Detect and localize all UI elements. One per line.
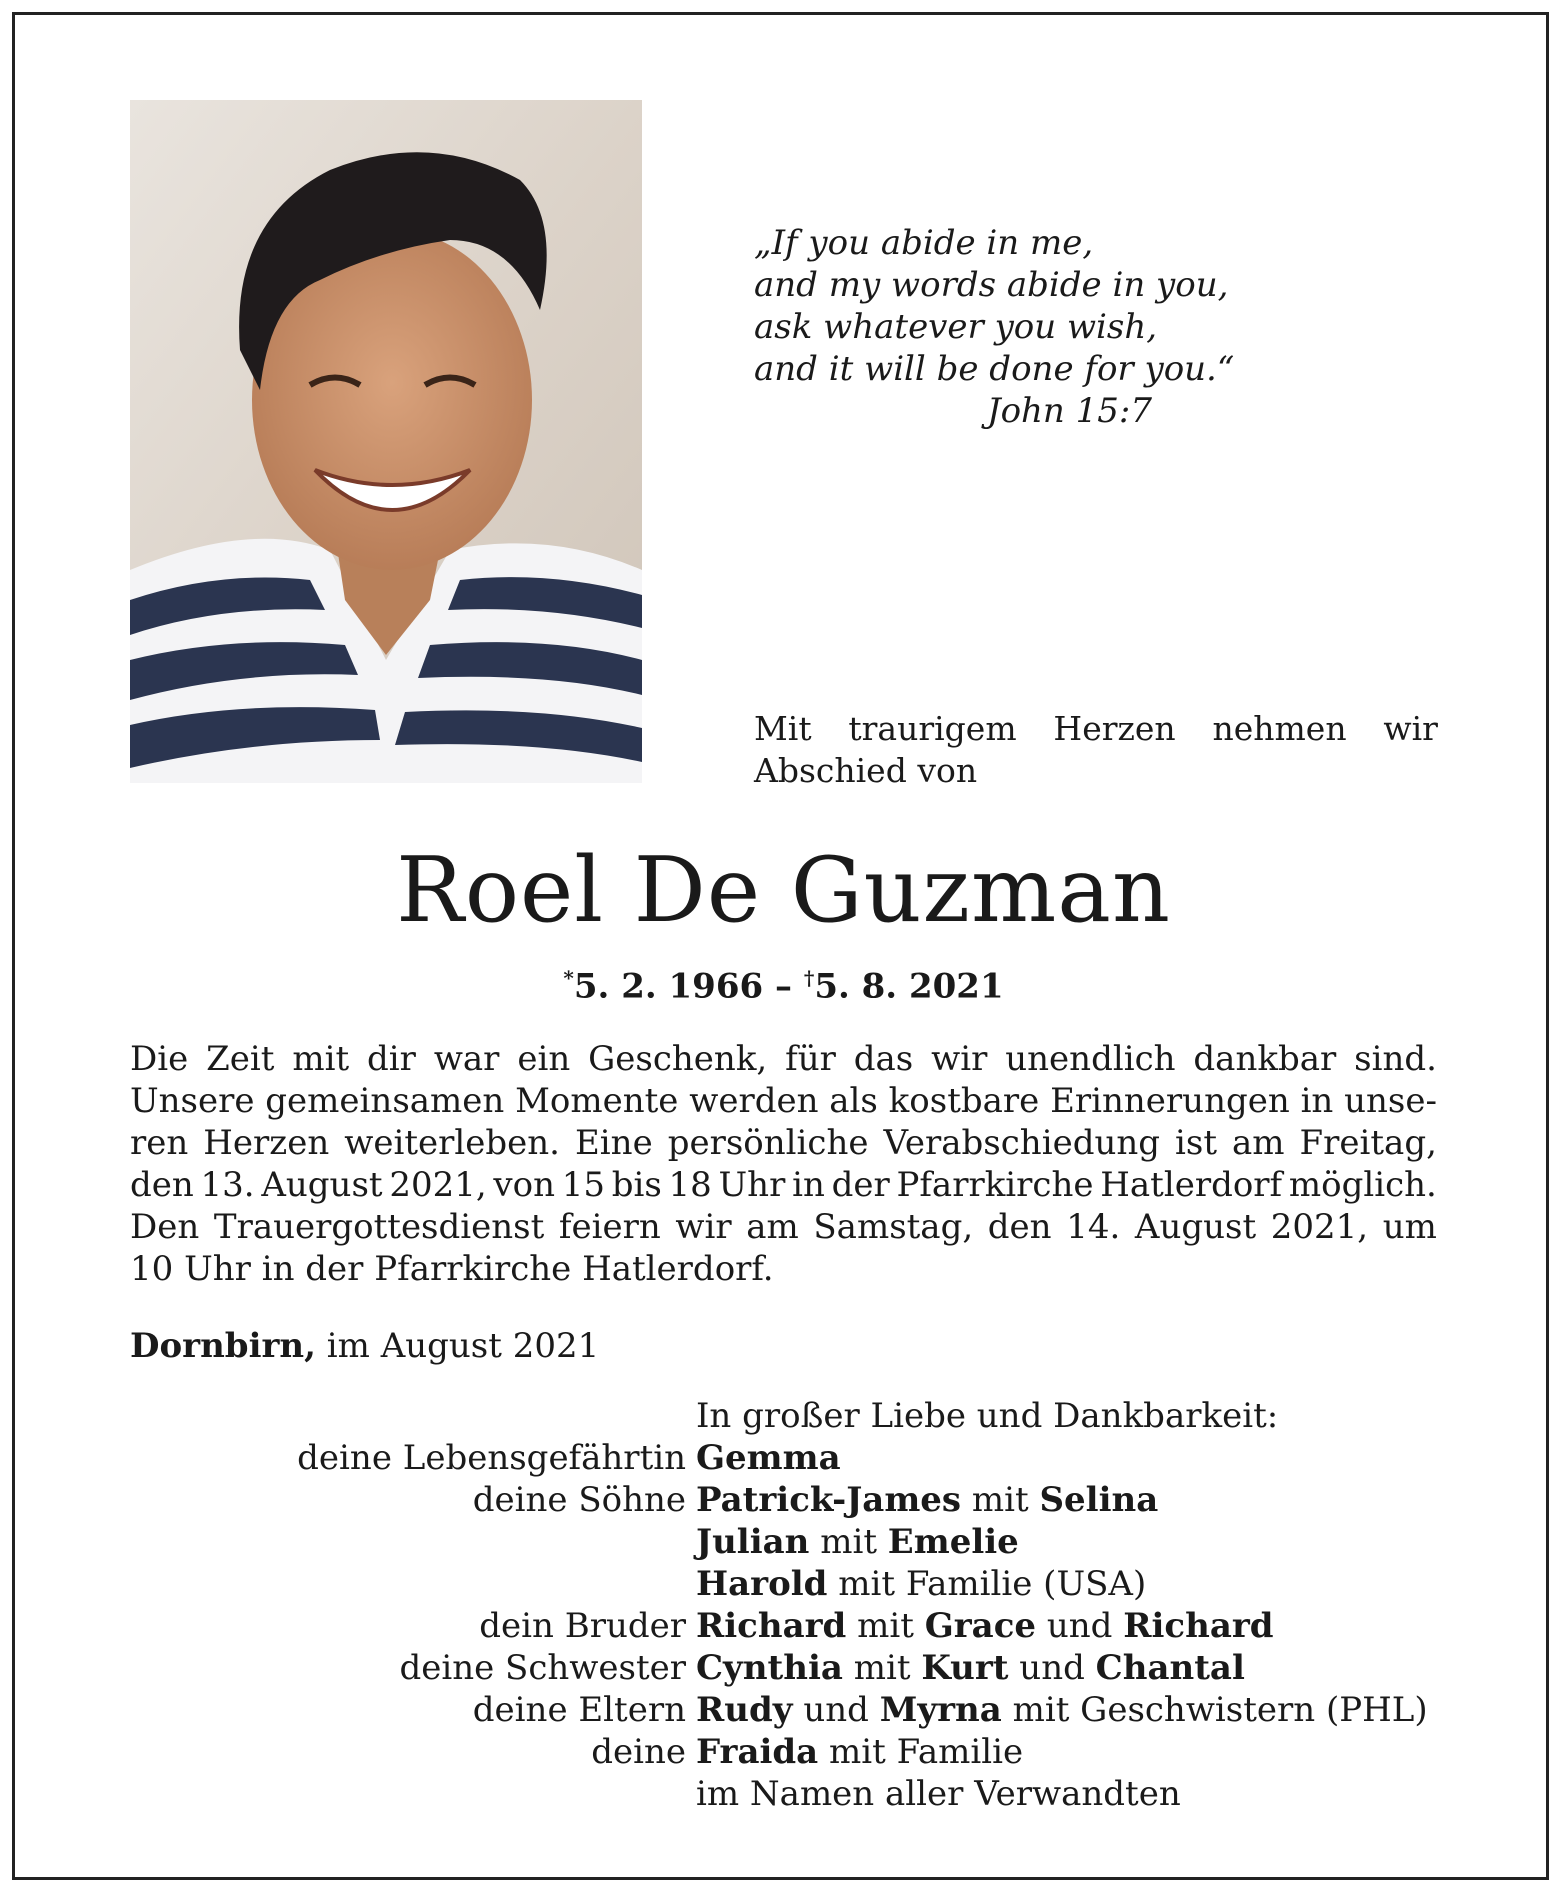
body-word: ist [1175, 1123, 1218, 1163]
body-word: am [746, 1207, 799, 1247]
place-date [130, 1325, 599, 1367]
body-word: 2021, [1270, 1207, 1369, 1247]
family-relation: deine Schwester [399, 1648, 686, 1688]
family-row [130, 1647, 1437, 1689]
quote-line: and it will be done for you.“ [754, 349, 1235, 389]
family-connector: mit [842, 1648, 922, 1688]
family-connector: mit [846, 1606, 925, 1646]
body-word: als [829, 1081, 878, 1121]
body-line [130, 1080, 1437, 1122]
family-names [696, 1773, 1437, 1815]
family-names [696, 1563, 1437, 1605]
family-row [130, 1605, 1437, 1647]
body-word: Eine [574, 1123, 653, 1163]
family-member-name: Cynthia [696, 1648, 843, 1688]
intro-word: wir [1383, 709, 1438, 748]
family-row [130, 1731, 1437, 1773]
family-relation: deine Söhne [472, 1480, 686, 1520]
body-word: Hatlerdorf. [582, 1249, 774, 1289]
family-connector: und [792, 1690, 880, 1730]
body-word: 15 [561, 1165, 605, 1205]
body-word: 18 [668, 1165, 712, 1205]
intro-word: Mit [754, 709, 812, 748]
body-word: gemeinsamen [265, 1081, 505, 1121]
family-member-name: Chantal [1095, 1648, 1245, 1688]
family-names [696, 1689, 1437, 1731]
body-word: Erinnerungen [1050, 1081, 1290, 1121]
family-relation [130, 1521, 696, 1563]
body-word: werden [689, 1081, 819, 1121]
family-member-name: Gemma [696, 1438, 841, 1478]
body-word: den [987, 1207, 1052, 1247]
body-word: von [493, 1165, 555, 1205]
birth-date: 5. 2. 1966 [573, 966, 764, 1007]
body-word: Zeit [206, 1039, 275, 1079]
family-names [696, 1605, 1437, 1647]
body-word: bis [611, 1165, 662, 1205]
body-word: 13. [200, 1165, 255, 1205]
family-member-name: Julian [696, 1522, 810, 1562]
body-word: den [130, 1165, 194, 1205]
body-word: Pfarrkirche [374, 1249, 583, 1289]
family-names [696, 1731, 1437, 1773]
body-word: 2021, [389, 1165, 487, 1205]
family-connector: im Namen aller Verwandten [696, 1774, 1181, 1814]
death-symbol: † [803, 966, 815, 990]
family-row [130, 1563, 1437, 1605]
body-word: in [261, 1249, 306, 1289]
body-word: 14. [1066, 1207, 1121, 1247]
body-word: für [785, 1039, 836, 1079]
family-member-name: Fraida [696, 1732, 819, 1772]
family-member-name: Richard [1123, 1606, 1274, 1646]
family-relation: deine Eltern [472, 1690, 686, 1730]
body-word: Die [130, 1039, 189, 1079]
family-relation: deine Lebensgefährtin [297, 1438, 686, 1478]
body-word: 10 [130, 1249, 185, 1289]
family-connector: und [1036, 1606, 1124, 1646]
intro-word: traurigem [848, 709, 1017, 748]
body-word: wir [931, 1039, 988, 1079]
portrait-photo [130, 100, 642, 783]
family-rows [130, 1437, 1437, 1815]
family-member-name: Patrick-James [696, 1480, 962, 1520]
family-row [130, 1479, 1437, 1521]
birth-symbol: * [563, 966, 574, 990]
family-relation: deine [591, 1732, 686, 1772]
family-row [130, 1521, 1437, 1563]
family-member-name: Richard [696, 1606, 847, 1646]
body-word: mit [292, 1039, 350, 1079]
family-member-name: Myrna [879, 1690, 1002, 1730]
family-connector: und [1008, 1648, 1096, 1688]
family-member-name: Kurt [921, 1648, 1009, 1688]
body-line [130, 1038, 1437, 1080]
family-connector: mit [809, 1522, 888, 1562]
death-date: 5. 8. 2021 [814, 966, 1004, 1007]
date-separator: – [763, 966, 804, 1007]
body-word: das [853, 1039, 914, 1079]
quote-line: and my words abide in you, [754, 265, 1229, 305]
body-word: der [831, 1165, 890, 1205]
body-word: in [1300, 1081, 1334, 1121]
body-word: sind. [1354, 1039, 1437, 1079]
portrait-image [130, 100, 642, 783]
family-member-name: Selina [1039, 1480, 1159, 1520]
family-connector: mit Geschwistern (PHL) [1001, 1690, 1428, 1730]
body-word: unse- [1344, 1081, 1437, 1121]
life-dates [0, 955, 1567, 1009]
family-row [130, 1689, 1437, 1731]
intro-word: Herzen [1053, 709, 1176, 748]
body-word: dankbar [1193, 1039, 1337, 1079]
body-word: feiern [558, 1207, 661, 1247]
body-word: Herzen [203, 1123, 330, 1163]
quote-reference: John 15:7 [986, 391, 1152, 431]
family-list [130, 1395, 1437, 1815]
body-line [130, 1122, 1437, 1164]
family-relation [130, 1773, 696, 1815]
body-word: Uhr [184, 1249, 262, 1289]
body-line [130, 1206, 1437, 1248]
body-word: am [1232, 1123, 1285, 1163]
body-word: Hatlerdorf [1100, 1165, 1283, 1205]
body-word: August [261, 1165, 383, 1205]
family-names [696, 1521, 1437, 1563]
body-word: Verabschiedung [883, 1123, 1161, 1163]
family-row [130, 1773, 1437, 1815]
bible-quote [754, 222, 1235, 432]
family-connector: mit [961, 1480, 1040, 1520]
body-word: Trauergottesdienst [213, 1207, 545, 1247]
family-member-name: Grace [924, 1606, 1037, 1646]
intro-line-2: Abschied von [754, 751, 978, 790]
intro-word: nehmen [1212, 709, 1347, 748]
body-word: ren [130, 1123, 189, 1163]
obituary-body [130, 1038, 1437, 1290]
body-word: um [1382, 1207, 1437, 1247]
body-word: in [792, 1165, 825, 1205]
family-member-name: Emelie [887, 1522, 1019, 1562]
quote-line: ask whatever you wish, [754, 307, 1158, 347]
family-names [696, 1647, 1437, 1689]
body-word: Momente [515, 1081, 679, 1121]
body-word: der [305, 1249, 375, 1289]
body-word: Pfarrkirche [896, 1165, 1094, 1205]
family-row [130, 1437, 1437, 1479]
body-word: unendlich [1005, 1039, 1176, 1079]
body-word: möglich. [1288, 1165, 1437, 1205]
body-word: war [433, 1039, 500, 1079]
body-word: Unsere [130, 1081, 255, 1121]
family-names [696, 1437, 1437, 1479]
body-word: kostbare [888, 1081, 1040, 1121]
body-word: wir [675, 1207, 732, 1247]
body-word: August [1134, 1207, 1257, 1247]
intro-line-1 [754, 708, 1438, 750]
place-city: Dornbirn, [130, 1326, 316, 1366]
family-relation: dein Bruder [479, 1606, 686, 1646]
body-word: weiterleben. [344, 1123, 560, 1163]
family-relation [130, 1563, 696, 1605]
body-line [130, 1248, 1437, 1290]
deceased-name: Roel De Guzman [396, 838, 1171, 943]
family-connector: mit Familie [818, 1732, 1024, 1772]
family-member-name: Rudy [696, 1690, 793, 1730]
body-line [130, 1164, 1437, 1206]
body-word: dir [367, 1039, 416, 1079]
place-date-text: im August 2021 [315, 1326, 600, 1366]
intro-text [754, 708, 1438, 792]
family-heading: In großer Liebe und Dankbarkeit: [696, 1396, 1279, 1436]
body-word: Uhr [718, 1165, 786, 1205]
body-word: persönliche [667, 1123, 869, 1163]
family-names [696, 1479, 1437, 1521]
family-connector: mit Familie (USA) [827, 1564, 1147, 1604]
body-word: Geschenk, [588, 1039, 768, 1079]
body-word: Freitag, [1299, 1123, 1437, 1163]
body-word: Samstag, [813, 1207, 974, 1247]
body-word: ein [517, 1039, 571, 1079]
body-word: Den [130, 1207, 200, 1247]
family-member-name: Harold [696, 1564, 828, 1604]
quote-line: „If you abide in me, [754, 223, 1094, 263]
